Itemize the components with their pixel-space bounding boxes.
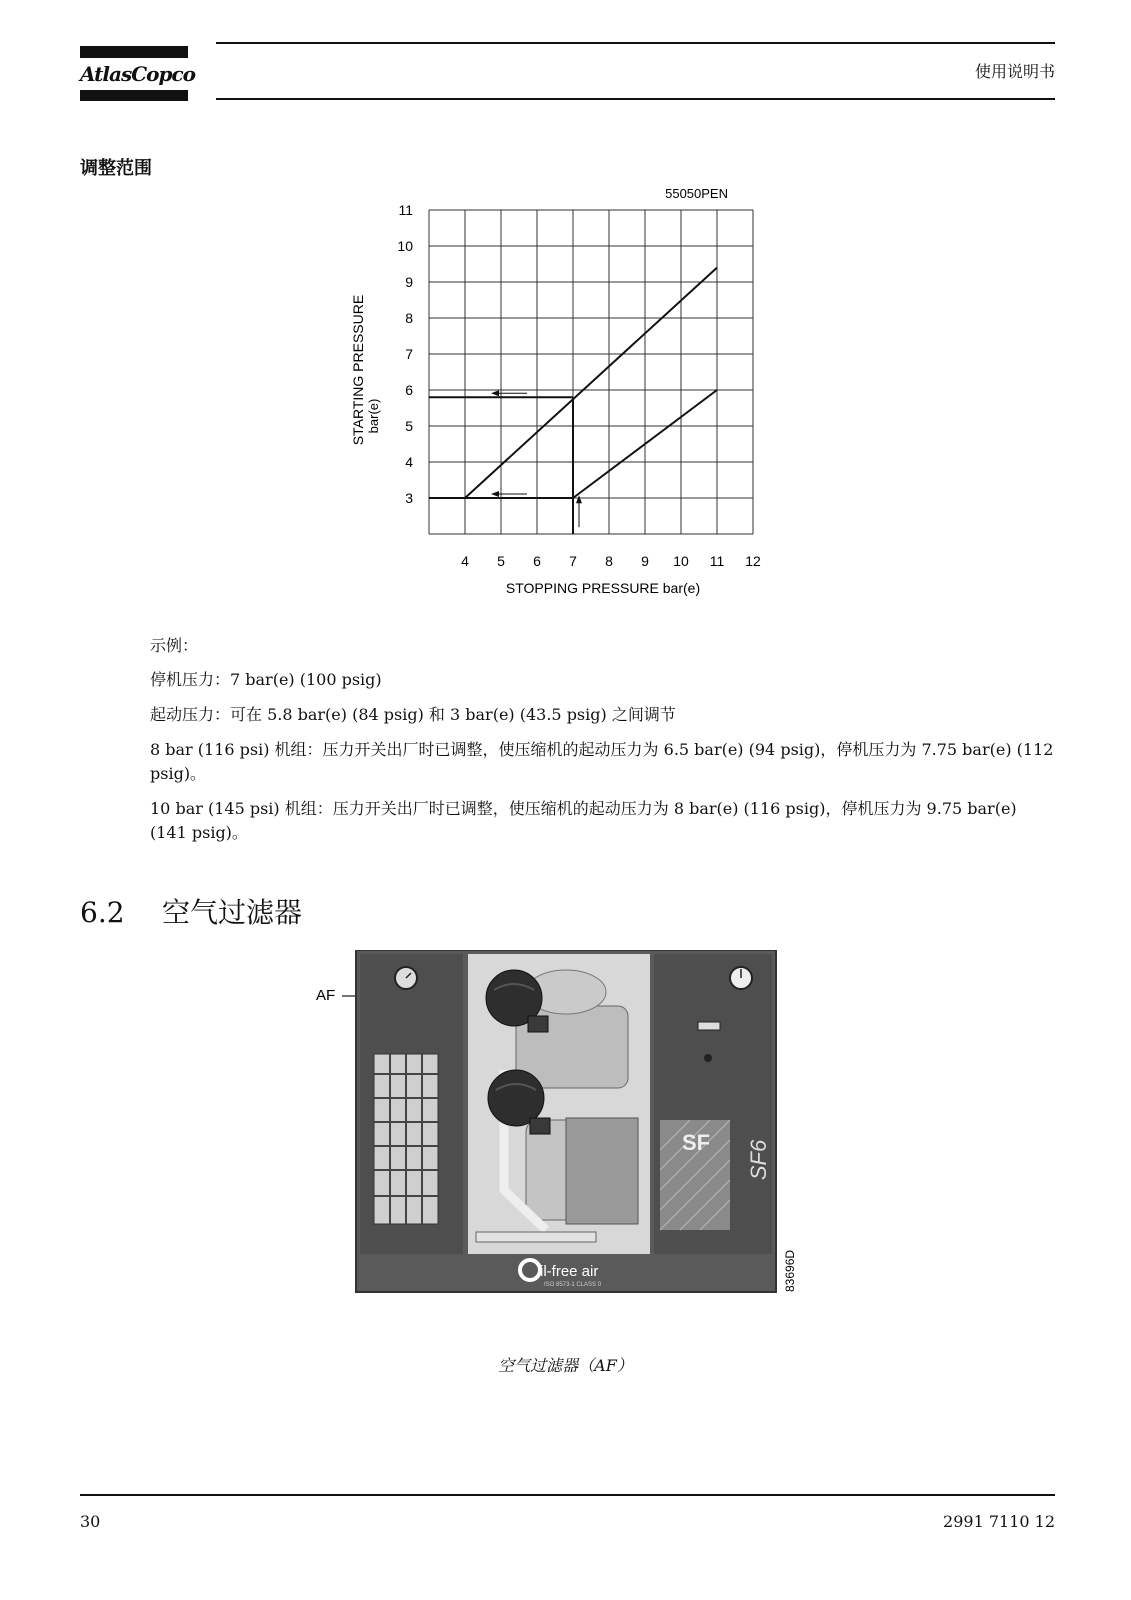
document-number: 2991 7110 12 [943, 1512, 1055, 1531]
x-tick-label: 4 [461, 553, 469, 569]
figure-caption: 空气过滤器（AF） [498, 1356, 633, 1375]
header-rule-top [216, 42, 1055, 44]
section-heading [80, 895, 302, 931]
x-tick-label: 7 [569, 553, 577, 569]
adjustment-range-heading: 调整范围 [80, 158, 152, 179]
atlas-copco-logo [80, 46, 195, 102]
logo-bar-bottom [80, 90, 188, 101]
y-tick-label: 9 [405, 274, 413, 290]
arrow-head-icon [576, 495, 582, 503]
example-line: 起动压力：可在 5.8 bar(e) (84 psig) 和 3 bar(e) (43.5 psig) 之间调节 [150, 705, 676, 724]
chart-code: 55050PEN [665, 186, 728, 201]
x-axis-label: STOPPING PRESSURE bar(e) [505, 580, 701, 596]
pressure-range-chart [350, 186, 770, 606]
x-tick-label: 9 [641, 553, 649, 569]
x-tick-label: 6 [533, 553, 541, 569]
model-label: SF6 [746, 1139, 771, 1181]
sf-badge: SF [681, 1130, 711, 1155]
example-line: 停机压力：7 bar(e) (100 psig) [150, 670, 382, 689]
page-number: 30 [80, 1512, 101, 1531]
y-axis-label: STARTING PRESSURE [350, 294, 366, 446]
logo-text: AtlasCopco [80, 62, 195, 86]
example-line: 8 bar (116 psi) 机组：压力开关出厂时已调整，使压缩机的起动压力为 6.5 bar(e) (94 psig)，停机压力为 7.75 bar(e) (112 psig)。 [150, 740, 1054, 783]
y-tick-label: 10 [397, 238, 413, 254]
header-rule-bottom [216, 98, 1055, 100]
emergency-stop-icon [704, 1054, 712, 1062]
x-tick-label: 8 [605, 553, 613, 569]
y-tick-label: 3 [405, 490, 413, 506]
brand-subtext: ISO 8573-1 CLASS 0 [544, 1282, 602, 1288]
y-tick-label: 5 [405, 418, 413, 434]
logo-bar-top [80, 46, 188, 58]
y-tick-label: 4 [405, 454, 413, 470]
section-title: 空气过滤器 [162, 896, 303, 929]
x-tick-label: 5 [497, 553, 505, 569]
control-display [698, 1022, 720, 1030]
example-label: 示例： [150, 636, 199, 655]
section-number: 6.2 [80, 896, 125, 929]
arrow-head-icon [491, 390, 499, 396]
header-title: 使用说明书 [974, 62, 1055, 81]
series-line-upper-limit [465, 268, 717, 498]
x-tick-label: 12 [745, 553, 761, 569]
compressor-figure [316, 950, 816, 1330]
arrow-head-icon [491, 491, 499, 497]
y-tick-label: 6 [405, 382, 413, 398]
example-line: 10 bar (145 psi) 机组：压力开关出厂时已调整，使压缩机的起动压力为 8 bar(e) (116 psig)，停机压力为 9.75 bar(e) (141 psig)。 [150, 799, 1017, 842]
figure-code: 83696D [783, 1249, 797, 1292]
x-tick-labels [461, 553, 761, 569]
footer-rule [80, 1494, 1055, 1496]
af-callout-label: AF [316, 987, 336, 1004]
y-axis-unit: bar(e) [366, 398, 381, 434]
y-tick-label: 8 [405, 310, 413, 326]
x-tick-label: 10 [673, 553, 689, 569]
x-tick-label: 11 [709, 553, 725, 569]
y-tick-labels [397, 202, 413, 506]
y-tick-label: 11 [398, 202, 413, 218]
ventilation-grille [374, 1054, 438, 1224]
example-block [150, 634, 1055, 856]
brand-text: il-free air [540, 1263, 599, 1280]
y-tick-label: 7 [405, 346, 413, 362]
